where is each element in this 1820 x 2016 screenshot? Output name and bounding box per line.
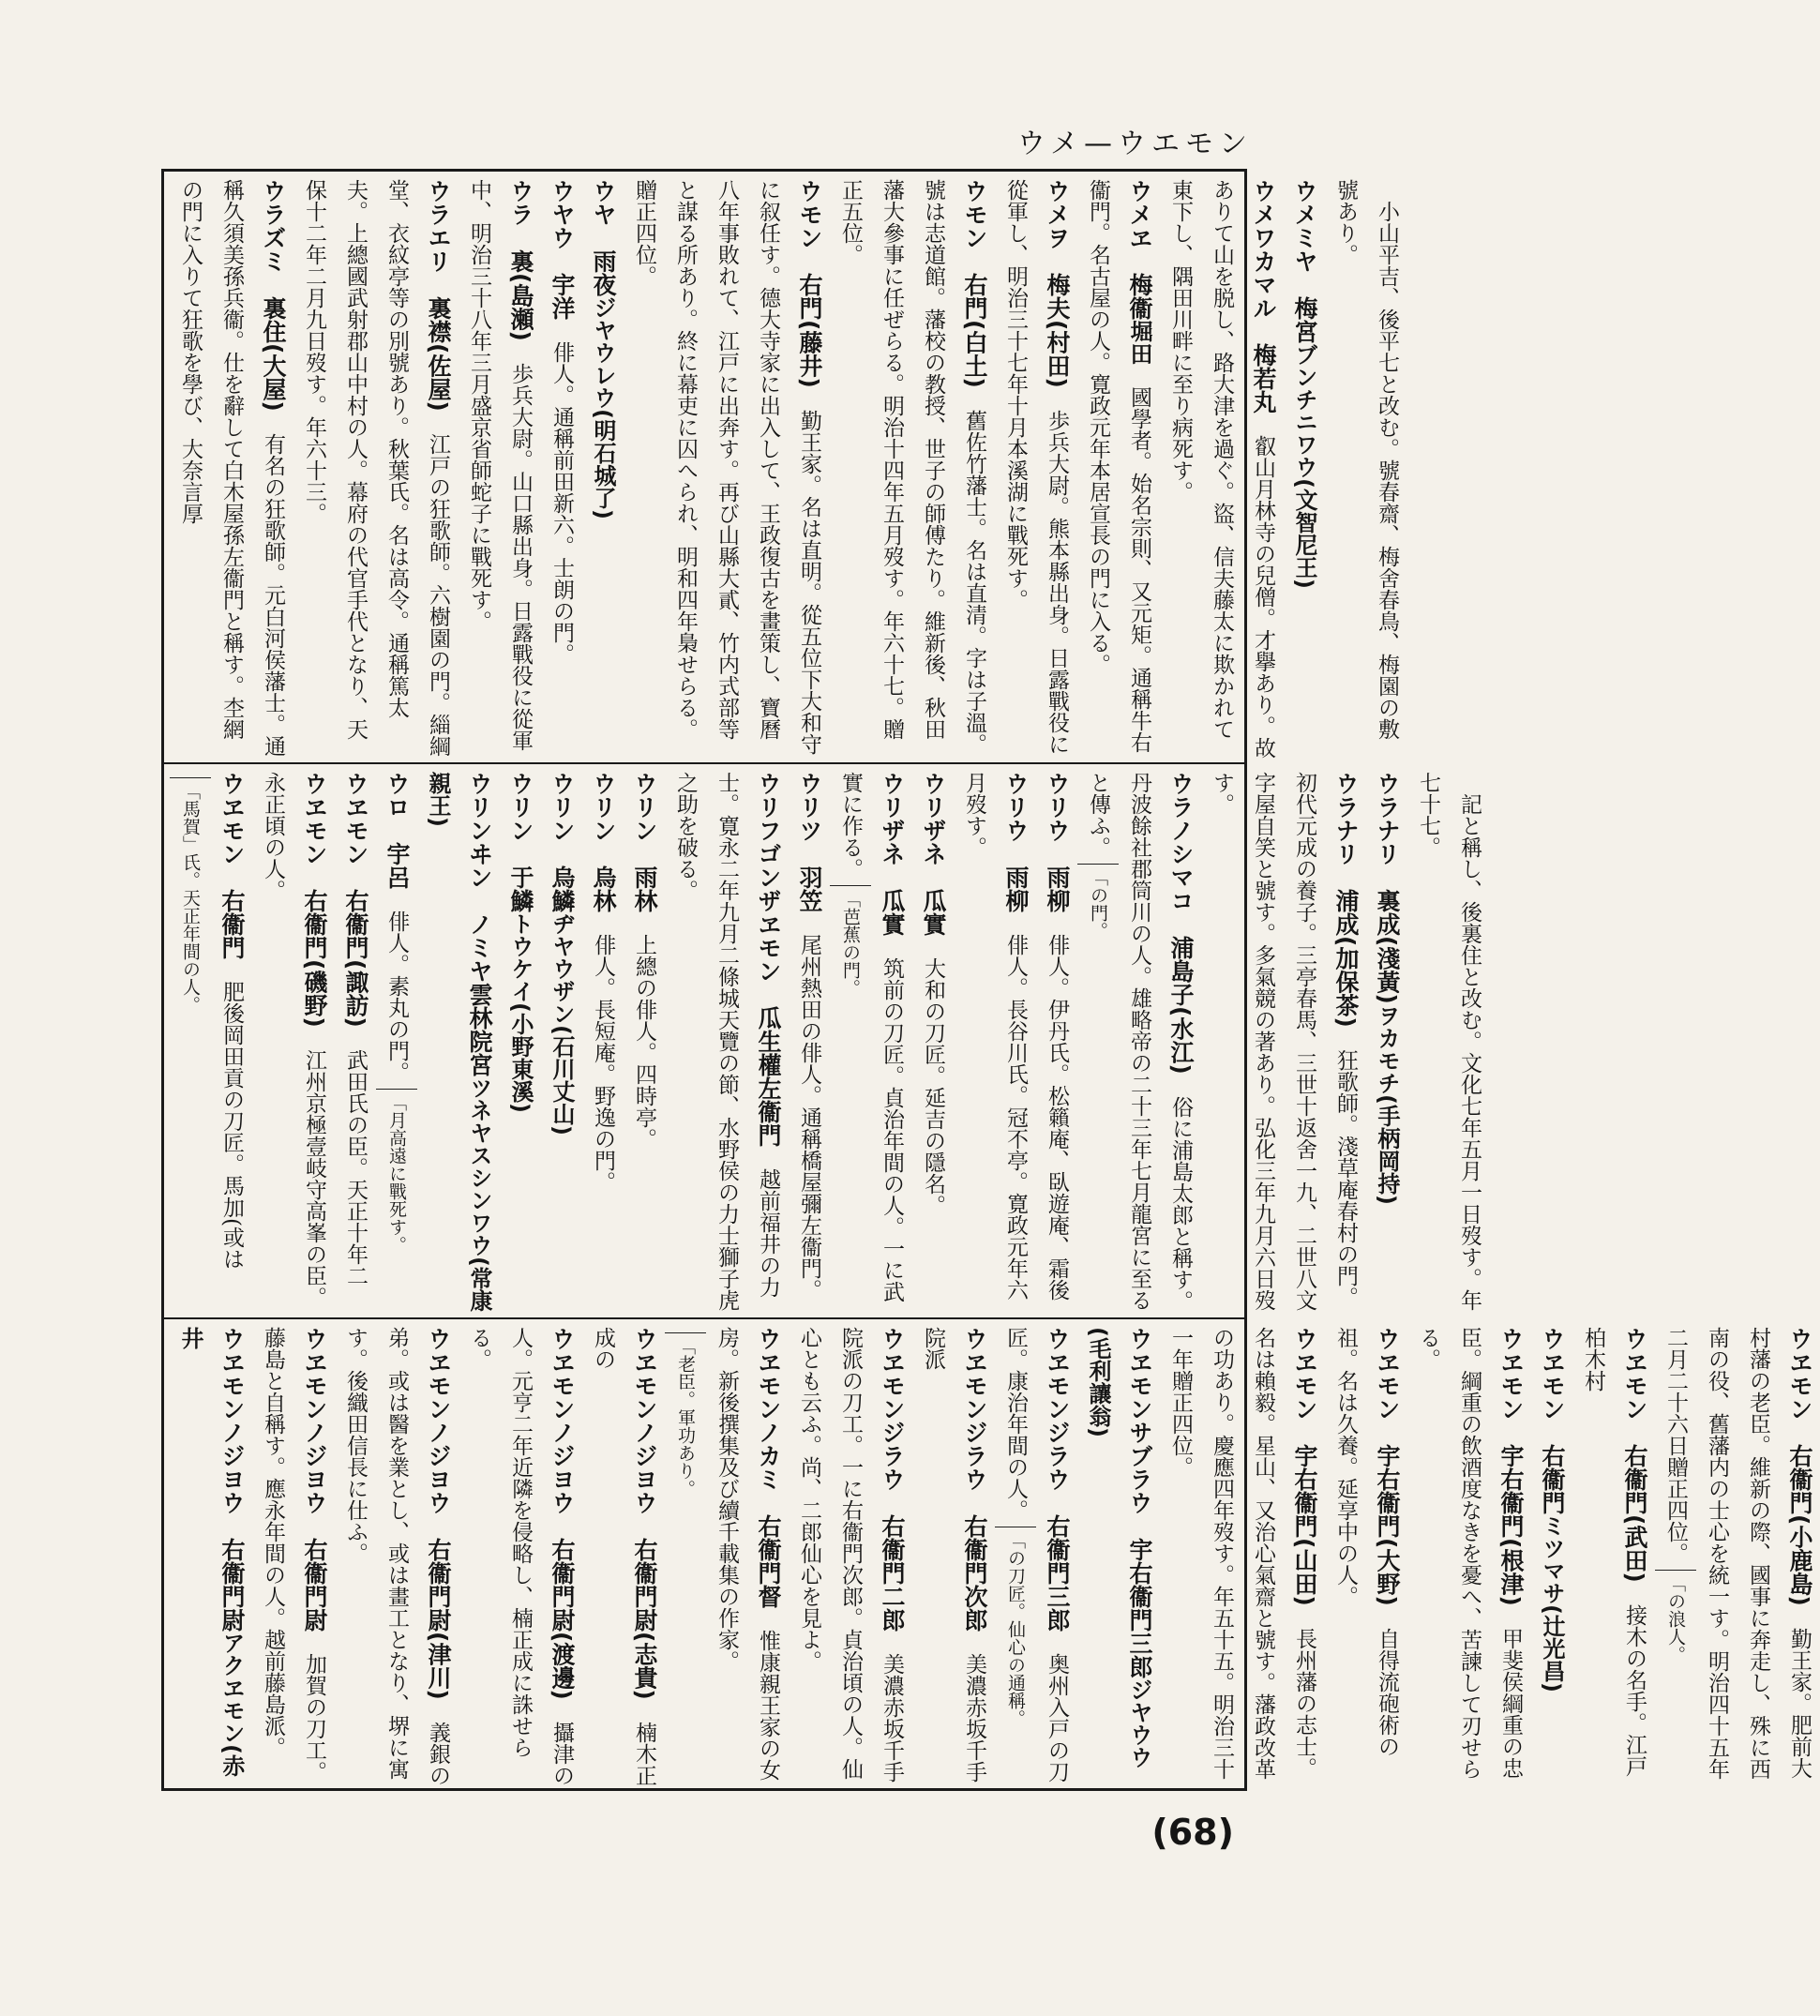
entry-headword: ウリフゴンザヱモン — [755, 772, 782, 1006]
entry-headword: ウヱモン — [1539, 1327, 1566, 1444]
dictionary-entry — [665, 772, 789, 1316]
dictionary-entry — [1036, 772, 1077, 1316]
entry-text: 狂歌師。淺草庵春村の門。初代元成の養子。三亭春馬、三世十返舍一九、二世八文字屋自笑と號す。多氣競の著あり。弘化三年九月六日歿す。 — [1210, 772, 1358, 1311]
entry-headword: ウリウ — [1002, 772, 1030, 865]
entry-headword: ウヱモン — [218, 772, 246, 889]
entry-continuation-note: 「芭蕉の門。 — [830, 885, 871, 997]
entry-name: 烏林 — [590, 865, 617, 912]
running-head: ウメ—ウエモン — [1016, 128, 1253, 160]
entry-name: 右衞門(磯野) — [301, 889, 328, 1028]
entry-name: 雨柳 — [1044, 865, 1071, 912]
entry-name: 宇右衞門三郎 — [1126, 1538, 1153, 1678]
entry-name: 裏成(淺黃) — [1374, 889, 1401, 1004]
entry-text: 歩兵大尉。山口縣出身。日露戰役に從軍中、明治三十八年三月盛京省師蛇子に戰死す。 — [467, 179, 533, 751]
entry-text: 美濃赤坂千手院派の刀工。一に右衞門次郎。貞治頃の人。仙心とも云ふ。尚、二郎仙心を見よ。 — [797, 1327, 904, 1783]
entry-text: 肥後岡田貢の刀匠。馬加(或は — [219, 959, 244, 1270]
dictionary-entry — [170, 179, 293, 760]
entry-continuation-note: 「馬賀」氏。天正年間の人。 — [170, 777, 211, 1014]
entry-name: 瓜生權左衞門 — [755, 1006, 782, 1147]
entry-headword: ウヱモン — [1786, 1327, 1813, 1444]
entry-headword: ウヱモン — [1497, 1327, 1525, 1444]
entry-headword: ウリン — [631, 772, 658, 865]
entry-name: 右衞門(武田) — [1621, 1444, 1648, 1583]
entry-name: 宇右衞門(山田) — [1291, 1444, 1318, 1606]
dictionary-entry — [1201, 772, 1366, 1316]
entry-text: 國學者。始名宗則、又元矩。通稱牛右衞門。名古屋の人。寛政元年本居宣長の門に入る。 — [1086, 179, 1151, 753]
dictionary-entry — [665, 1327, 789, 1786]
dictionary-entry — [335, 772, 376, 1316]
entry-cross-reference: ジヤウレウ(明石城了) — [590, 296, 616, 519]
entry-name: ノミヤ雲林院宮 — [466, 912, 493, 1076]
entry-name: 雨夜 — [590, 249, 617, 296]
entry-text: 俗に浦島太郎と稱す。丹波餘社郡筒川の人。雄略帝の二十三年七月龍宮に至ると傳ふ。 — [1086, 772, 1193, 1312]
entry-text: 美濃赤坂千手院派 — [921, 1327, 986, 1783]
entries-band-top — [170, 179, 1399, 760]
entries-columns — [170, 772, 1490, 1316]
entry-name: 瓜實 — [879, 889, 906, 936]
entry-continuation-note: 「月高遠に戰死す。 — [376, 1089, 417, 1254]
entry-continuation-note: 「の門。 — [1077, 864, 1119, 940]
entry-name: 梅夫(村田) — [1044, 273, 1071, 388]
dictionary-entry — [252, 772, 335, 1316]
entry-text: 加賀の刀工。藤島と自稱す。應永年間の人。越前藤島派。 — [261, 1327, 326, 1783]
entry-name: 梅宮 — [1291, 296, 1318, 343]
entry-name: 烏鱗 — [549, 865, 576, 912]
entry-text: 勤王家。名は直明。從五位下大和守に叙任す。德大寺家に出入して、王政復古を畫策し、寶曆八年事敗れて、江戸に出奔す。再び山縣大貳、竹内式部等と謀る所あり。終に幕吏に囚へられ、明和四年梟せらる。贈正四位。 — [632, 179, 821, 755]
entries-columns — [170, 1327, 1820, 1786]
entry-name: 右衞門(小鹿島) — [1786, 1444, 1813, 1606]
dictionary-entry — [293, 179, 459, 760]
entry-cross-reference: ヲカモチ(手柄岡持) — [1374, 1003, 1400, 1205]
entry-headword: ウヱモンノジヨウ — [301, 1327, 328, 1538]
entry-text: 楠木正成の — [591, 1327, 656, 1786]
entry-text: 俳人。素丸の門。 — [384, 889, 409, 1083]
entry-text: 武田氏の臣。天正十年二 — [343, 1027, 368, 1286]
entry-name: 裏襟(佐屋) — [425, 296, 452, 412]
entry-text: 俳人。通稱前田新六。士朗の門。 — [549, 320, 574, 665]
entry-headword: ウメヲ — [1044, 179, 1071, 273]
entry-name: 雨柳 — [1002, 865, 1030, 912]
entry-headword: ウリンヰン — [466, 772, 493, 912]
dictionary-entry — [912, 772, 954, 1316]
entry-headword: ウヱモンジラウ — [1044, 1327, 1071, 1514]
entry-name: 浦島子(水江) — [1167, 936, 1195, 1075]
entry-name: 右衞門督 — [755, 1514, 782, 1608]
entry-headword: ウラナリ — [1332, 772, 1360, 889]
dictionary-entry — [1325, 179, 1407, 760]
dictionary-entry — [1325, 1327, 1407, 1786]
entries-band-middle — [170, 772, 1482, 1316]
entry-headword: ウリン — [549, 772, 576, 865]
entry-text: 長州藩の志士。名は賴毅。星山、又治心氣齋と號す。藩政改革の功あり。慶應四年歿す。年五十五。明治三十一年贈正四位。 — [1168, 1327, 1316, 1780]
entry-text: 筑前の刀匠。貞治年間の人。一に武實に作る。 — [838, 772, 904, 1302]
entry-name: 右衞門尉(志貴) — [631, 1538, 658, 1700]
entry-cross-reference: ミツマサ(辻光昌) — [1539, 1514, 1565, 1693]
entry-headword: ウヱモン — [1374, 1327, 1401, 1444]
dictionary-entry — [1077, 772, 1201, 1316]
entry-headword: ウリウ — [1044, 772, 1071, 865]
entry-name: 右衞門尉 — [218, 1538, 246, 1632]
entry-cross-reference: アクヱモン(赤井 — [177, 1327, 245, 1777]
entry-headword: ウメミヤ — [1291, 179, 1318, 296]
entry-text: 尾州熱田の俳人。通稱橋屋彌左衞門。 — [797, 912, 821, 1301]
dictionary-entry — [995, 179, 1077, 760]
entry-headword: ウヱモンノジヨウ — [218, 1327, 246, 1538]
entry-headword: ウリン — [507, 772, 534, 865]
entry-headword: ウヱモンノジヨウ — [549, 1327, 576, 1538]
entry-name: 宇右衞門(大野) — [1374, 1444, 1401, 1606]
entry-text: 俳人。長谷川氏。冠不亭。寛政元年六月歿す。 — [962, 772, 1028, 1301]
entry-headword: ウメワカマル — [1250, 179, 1277, 343]
entry-text: 義銀の弟。或は醫を業とし、或は畫工となり、堺に寓す。後織田信長に仕ふ。 — [343, 1327, 450, 1786]
entry-headword: ウヱモンサブラウ — [1126, 1327, 1153, 1538]
entry-name: 宇洋 — [549, 273, 576, 320]
entry-name: 宇右衞門(根津) — [1497, 1444, 1525, 1606]
entry-name: 右衞門二郎 — [879, 1514, 906, 1632]
dictionary-entry — [1531, 1327, 1572, 1786]
entry-cross-reference: トウケイ(小野東溪) — [507, 912, 534, 1113]
dictionary-entry — [624, 772, 665, 1316]
page-number: (68) — [1151, 1812, 1234, 1853]
entry-headword: ウヱモンノジヨウ — [631, 1327, 658, 1538]
entry-headword: ウラズミ — [260, 179, 287, 296]
entry-text: 叡山月林寺の兒僧。才擧あり。故ありて山を脱し、路大津を過ぐ。盜、信夫藤太に欺かれて東下し、隅田川畔に至り病死す。 — [1168, 179, 1275, 759]
entry-headword: ウヱモンジラウ — [961, 1327, 988, 1514]
dictionary-entry — [1655, 1327, 1820, 1786]
entry-headword: ウリザネ — [920, 772, 947, 889]
entry-cross-reference: ブンチニワウ(文智尼王) — [1291, 343, 1317, 589]
entry-headword: ウリツ — [796, 772, 823, 865]
dictionary-entry — [1160, 179, 1284, 760]
entry-text: 惟康親王家の女房。新後撰集及び續千載集の作家。 — [714, 1327, 780, 1781]
dictionary-entry — [1366, 772, 1407, 1316]
entry-text: 越前福井の力士。寛永二年九月二條城天覽の節、水野侯の力士獅子虎之助を破る。 — [673, 772, 780, 1311]
dictionary-entry — [582, 179, 624, 760]
entry-name: 右衞門尉(渡邊) — [549, 1538, 576, 1700]
entry-headword: ウヱモンノカミ — [755, 1327, 782, 1514]
dictionary-entry — [830, 772, 912, 1316]
dictionary-entry — [335, 1327, 459, 1786]
entry-name: 羽笠 — [796, 865, 823, 912]
entry-text: 大和の刀匠。延吉の隱名。 — [921, 936, 945, 1216]
entry-text: 自得流砲術の祖。名は久養。延享中の人。 — [1333, 1327, 1399, 1757]
entry-headword: ウラ — [507, 179, 534, 249]
entry-text: 甲斐侯綱重の忠臣。綱重の飲酒度なきを憂へ、苦諫して刃せらる。 — [1416, 1327, 1523, 1780]
entry-name: 于鱗 — [507, 865, 534, 912]
entry-name: 右衞門(諏訪) — [342, 889, 369, 1028]
dictionary-entry — [954, 772, 1036, 1316]
entry-headword: ウヱモンジラウ — [879, 1327, 906, 1514]
entry-name: 浦成(加保茶) — [1332, 889, 1360, 1028]
entry-name: 梅若丸 — [1250, 343, 1277, 414]
entry-headword: ウヤ — [590, 179, 617, 249]
entry-name: 雨林 — [631, 865, 658, 912]
dictionary-entry — [624, 179, 830, 760]
entry-headword: ウメヱ — [1126, 179, 1153, 273]
dictionary-entry — [417, 772, 500, 1316]
entry-name: 右衞門尉 — [301, 1538, 328, 1632]
entry-text: 奥州入戸の刀匠。康治年間の人。 — [1003, 1327, 1069, 1783]
entry-text: 勤王家。肥前大村藩の老臣。維新の際、國事に奔走し、殊に西南の役、舊藩内の士心を統一す。明治四十五年二月二十六日贈正四位。 — [1663, 1327, 1812, 1780]
dictionary-entry — [170, 1327, 252, 1786]
entry-name: 梅衞 — [1126, 273, 1153, 320]
entry-continuation-note: 「の刀匠。仙心の通稱。 — [995, 1527, 1036, 1727]
entry-text: 歩兵大尉。熊本縣出身。日露戰役に從軍し、明治三十七年十月本溪湖に戰死す。 — [1003, 179, 1069, 755]
dictionary-entry — [1284, 179, 1325, 760]
entry-headword: ウロ — [384, 772, 411, 842]
dictionary-entry — [582, 772, 624, 1316]
entry-name: 宇呂 — [384, 842, 411, 889]
entry-name: 右門(白土) — [961, 273, 988, 388]
dictionary-entry — [1407, 772, 1490, 1316]
dictionary-entry — [500, 772, 541, 1316]
entry-text: 有名の狂歌師。元白河侯藩士。通稱久須美孫兵衞。仕を辭して白木屋孫左衞門と稱す。杢網の門に入りて狂歌を學び、大奈言厚 — [178, 179, 285, 757]
dictionary-entry — [789, 772, 830, 1316]
entry-text: 上總の俳人。四時亭。 — [632, 912, 656, 1150]
entry-name: 右衞門次郎 — [961, 1514, 988, 1632]
entry-text: 記と稱し、後裏住と改む。文化七年五月一日歿す。年七十七。 — [1416, 772, 1482, 1311]
entry-headword: ウヱモン — [342, 772, 369, 889]
entry-text: 俳人。伊丹氏。松籟庵、臥遊庵、霜後 — [1045, 912, 1069, 1301]
entries-columns — [170, 179, 1407, 760]
dictionary-entry — [459, 179, 541, 760]
entry-cross-reference: ジヤウウ(毛利讓翁) — [1085, 1327, 1152, 1768]
entry-text: 接木の名手。江戸柏木村 — [1581, 1327, 1647, 1777]
dictionary-entry — [459, 1327, 582, 1786]
entry-text: 江州京極壹岐守高峯の臣。永正頃の人。 — [261, 772, 326, 1308]
entry-name: 裏住(大屋) — [260, 296, 287, 412]
entry-name: 右門(藤井) — [796, 273, 823, 388]
entry-text: 舊佐竹藩士。名は直清。字は子溫。號は志道館。藩校の教授、世子の師傅たり。維新後、秋田藩大參事に任ぜらる。明治十四年五月歿す。年六十七。贈正五位。 — [838, 179, 986, 755]
entry-headword: ウラノシマコ — [1167, 772, 1195, 936]
entry-cross-reference: 堀田 — [1126, 320, 1152, 365]
dictionary-entry — [252, 1327, 335, 1786]
dictionary-entry — [912, 1327, 995, 1786]
entry-text: 俳人。長短庵。野逸の門。 — [591, 912, 615, 1193]
entry-name: 右衞門三郎 — [1044, 1514, 1071, 1632]
dictionary-entry — [541, 179, 582, 760]
entry-headword: ウモン — [961, 179, 988, 273]
dictionary-entry — [995, 1327, 1077, 1786]
entry-headword: ウラナリ — [1374, 772, 1401, 889]
entry-headword: ウヱモン — [1291, 1327, 1318, 1444]
entry-name: 右衞門尉(津川) — [425, 1538, 452, 1700]
dictionary-entry — [170, 772, 252, 1316]
dictionary-entry — [1160, 1327, 1325, 1786]
entries-band-bottom — [170, 1327, 1813, 1786]
dictionary-entry — [1077, 1327, 1160, 1786]
entry-headword: ウヱモンノジヨウ — [425, 1327, 452, 1538]
entry-name: 右衞門 — [218, 889, 246, 959]
dictionary-entry — [541, 772, 582, 1316]
dictionary-entry — [789, 1327, 912, 1786]
entry-continuation-note: 「老臣。軍功あり。 — [665, 1332, 706, 1497]
entry-cross-reference: ヂヤウザン(石川丈山) — [549, 912, 575, 1136]
page-frame — [161, 169, 1813, 1791]
entry-name: 右衞門 — [1539, 1444, 1566, 1514]
entry-headword: ウリン — [590, 772, 617, 865]
entry-headword: ウヱモン — [301, 772, 328, 889]
entry-name: 裏(島瀬) — [507, 249, 534, 341]
entry-headword: ウヱモン — [1621, 1327, 1648, 1444]
dictionary-entry — [830, 179, 995, 760]
entry-text: 攝津の人。元亨二年近隣を侵略し、楠正成に誅せらる。 — [467, 1327, 574, 1786]
entry-name: 瓜實 — [920, 889, 947, 936]
dictionary-entry — [1572, 1327, 1655, 1786]
entry-headword: ウモン — [796, 179, 823, 273]
entry-headword: ウリザネ — [879, 772, 906, 889]
entry-text: 江戸の狂歌師。六樹園の門。緇綱堂、衣紋亭等の別號あり。秋葉氏。名は高令。通稱篤太夫。上總國武射郡山中村の人。幕府の代官手代となり、天保十二年二月九日歿す。年六十三。 — [302, 179, 450, 757]
dictionary-entry — [1077, 179, 1160, 760]
entry-continuation-note: 「の浪人。 — [1655, 1570, 1696, 1663]
entry-text: 小山平吉、後平七と改む。號春齋、梅舍春鳥、梅園の敷號あり。 — [1333, 179, 1399, 740]
band-divider — [164, 1317, 1244, 1319]
band-divider — [164, 762, 1244, 764]
dictionary-entry — [582, 1327, 665, 1786]
entry-cross-reference: ツネヤスシンワウ(常康親王) — [425, 772, 492, 1312]
dictionary-entry — [376, 772, 417, 1316]
dictionary-entry — [1407, 1327, 1531, 1786]
entry-headword: ウヤウ — [549, 179, 576, 273]
entry-headword: ウラエリ — [425, 179, 452, 296]
